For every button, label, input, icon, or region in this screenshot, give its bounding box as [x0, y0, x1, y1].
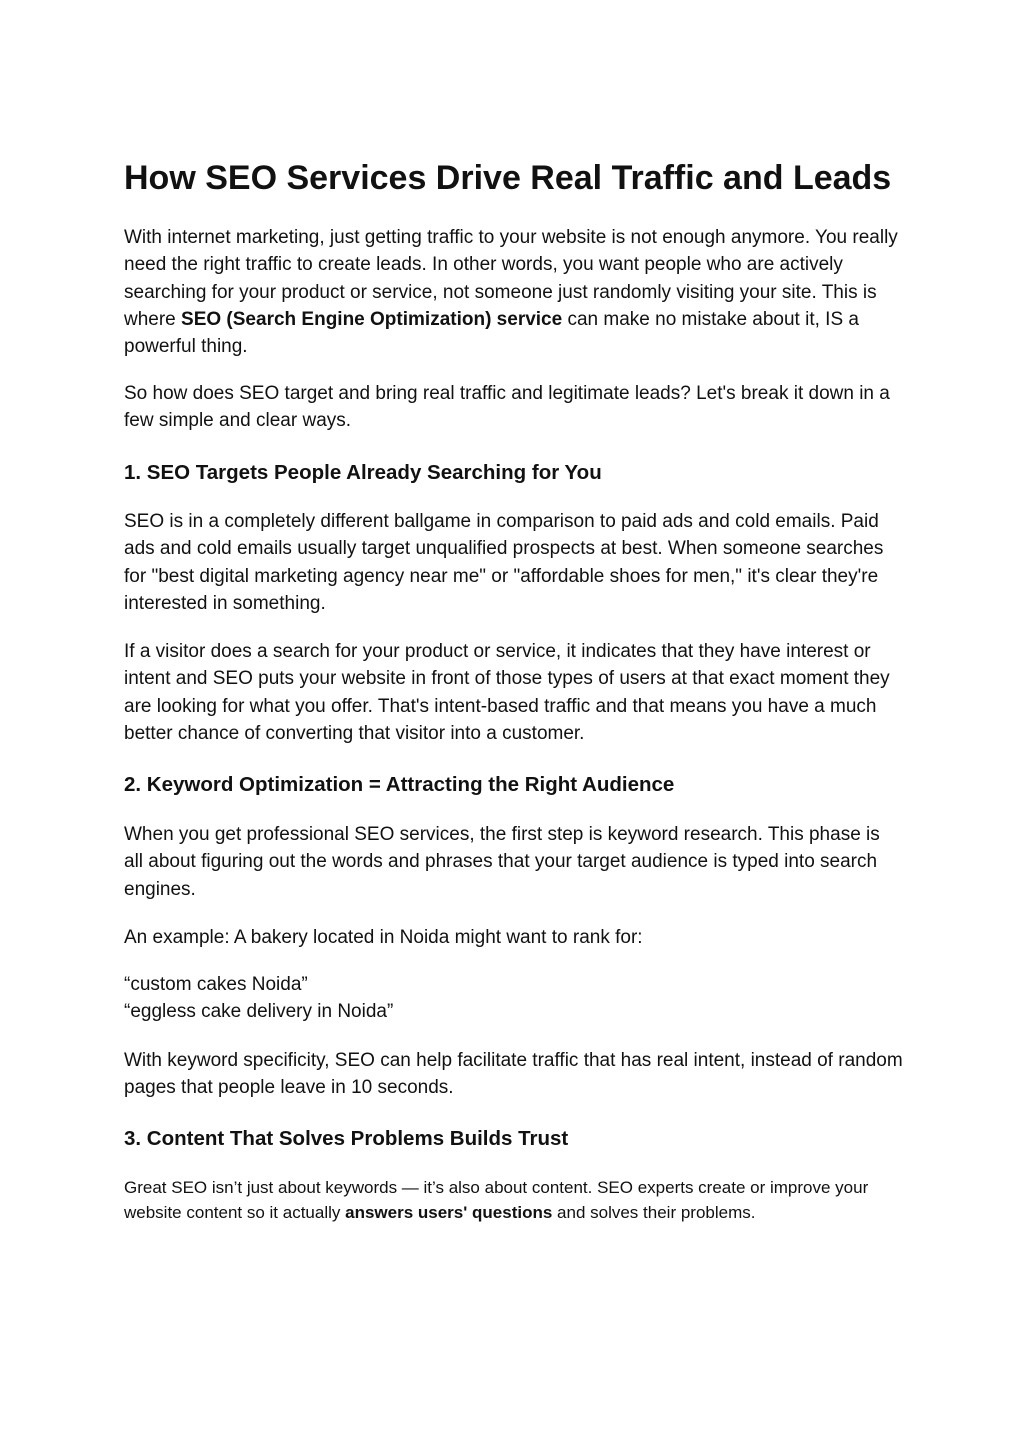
section1-heading: 1. SEO Targets People Already Searching for You — [124, 461, 602, 484]
intro-lead: With internet marketing, just getting traffic to your website is not enough anymore. You really need the right traffic to create leads. In other words, you want people who are actively searching for your product or service, not someone just randomly visiting your site. This is where — [124, 227, 898, 330]
section2-paragraph-2: An example: A bakery located in Noida might want to rank for: — [124, 927, 643, 948]
keyword-example: “eggless cake delivery in Noida” — [124, 1001, 394, 1023]
section3-heading: 3. Content That Solves Problems Builds Trust — [124, 1127, 569, 1150]
section3-bold: answers users' questions — [345, 1203, 553, 1222]
section1-paragraph-1: SEO is in a completely different ballgame in comparison to paid ads and cold emails. Paid ads and cold emails usually target unqualified prospects at best. When someone searches for "best digital marketing agency near me" or "affordable shoes for men," it's clear they're interested in something. — [124, 511, 884, 614]
section2-paragraph-1: When you get professional SEO services, the first step is keyword research. This phase is all about figuring out the words and phrases that your target audience is typed into search engines. — [124, 824, 880, 900]
intro-bold: SEO (Search Engine Optimization) service — [181, 308, 563, 330]
document-title: How SEO Services Drive Real Traffic and Leads — [124, 159, 892, 197]
intro-paragraph — [124, 224, 904, 360]
section3-lead: Great SEO isn’t just about keywords — it’s also about content. SEO experts create or improve your website content so it actually — [124, 1178, 869, 1222]
keyword-example: “custom cakes Noida” — [124, 974, 308, 995]
section1-paragraph-2: If a visitor does a search for your product or service, it indicates that they have interest or intent and SEO puts your website in front of those types of users at that exact moment they are looking for what you offer. That's intent-based traffic and that means you have a much better chance of converting that visitor into a customer. — [124, 641, 890, 744]
section3-paragraph — [124, 1175, 904, 1225]
intro-paragraph-2: So how does SEO target and bring real traffic and legitimate leads? Let's break it down in a few simple and clear ways. — [124, 383, 890, 432]
intro-tail: can make no mistake about it, IS a powerful thing. — [124, 308, 859, 358]
section3-tail: and solves their problems. — [552, 1203, 756, 1222]
section2-paragraph-3: With keyword specificity, SEO can help facilitate traffic that has real intent, instead of random pages that people leave in 10 seconds. — [124, 1050, 903, 1099]
section2-heading: 2. Keyword Optimization = Attracting the Right Audience — [124, 773, 675, 796]
keyword-examples — [124, 971, 904, 1026]
